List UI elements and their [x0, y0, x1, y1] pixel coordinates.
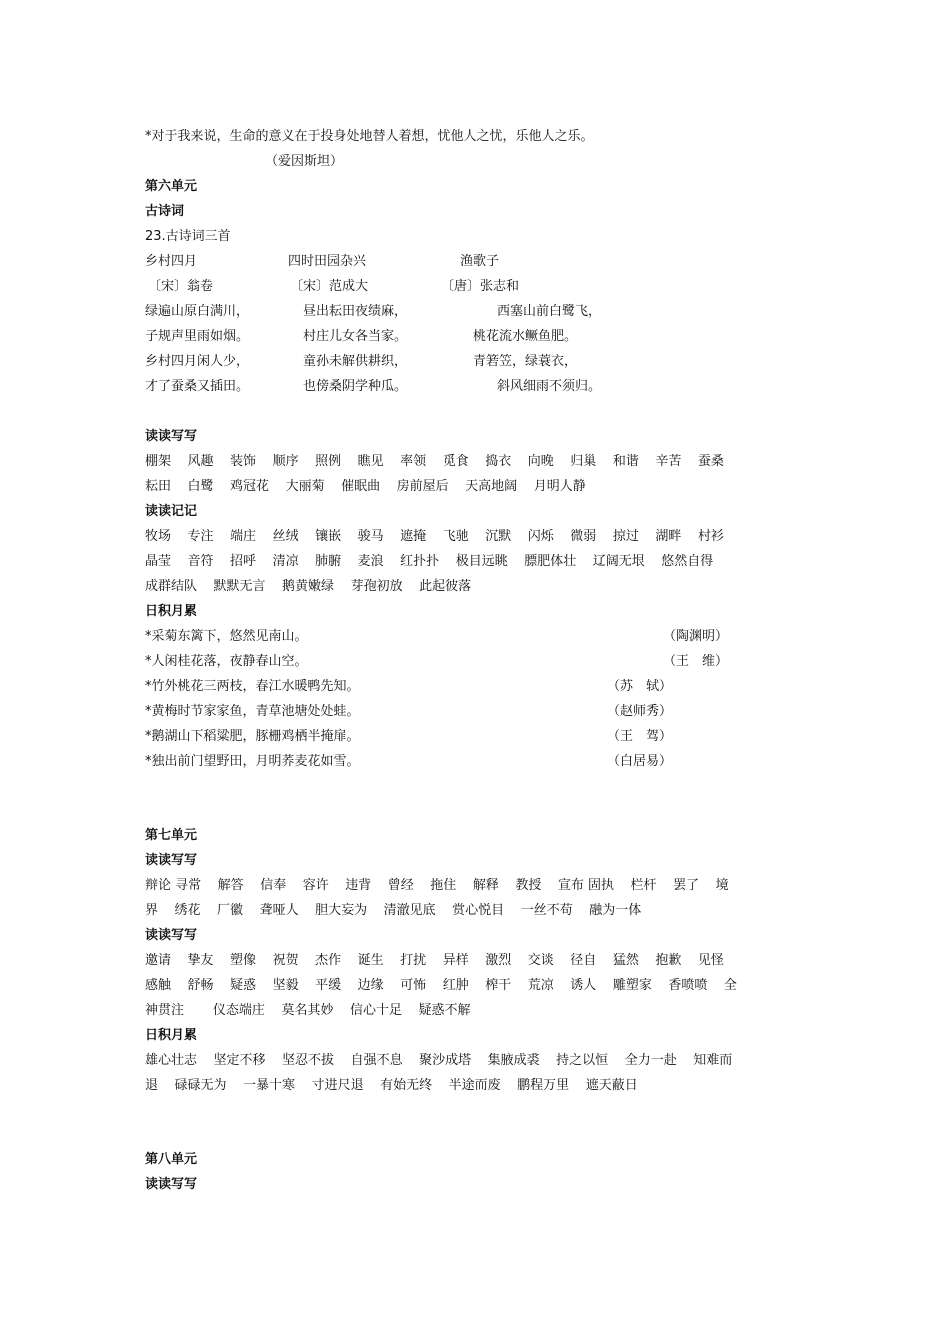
riji-verse: *鹅湖山下稻粱肥，豚栅鸡栖半掩扉。: [145, 729, 360, 744]
word-line: 感触 舒畅 疑惑 坚毅 平缓 边缘 可怖 红肿 榨干 荒凉 诱人 雕塑家 香喷喷 全: [145, 978, 737, 993]
word-line: 雄心壮志 坚定不移 坚忍不拔 自强不息 聚沙成塔 集腋成裘 持之以恒 全力一赴 知难而: [145, 1053, 733, 1068]
unit7-sec3-heading: 日积月累: [145, 1028, 198, 1043]
poem1-line: 乡村四月闲人少，: [145, 354, 250, 369]
unit6-riji-heading: 日积月累: [145, 604, 198, 619]
unit7-sec2-heading: 读读写写: [145, 928, 198, 943]
unit8-title: 第八单元: [145, 1152, 198, 1167]
word-line: 邀请 挚友 塑像 祝贺 杰作 诞生 打扰 异样 激烈 交谈 径自 猛然 抱歉 见怪: [145, 953, 724, 968]
unit7-sec1-heading: 读读写写: [145, 853, 198, 868]
riji-author: （白居易）: [607, 754, 673, 769]
unit6-title: 第六单元: [145, 179, 198, 194]
riji-verse: *独出前门望野田，月明荞麦花如雪。: [145, 754, 360, 769]
poem3-line: 桃花流水鳜鱼肥。: [473, 329, 578, 344]
poem-author-2: 〔宋〕范成大: [290, 279, 369, 294]
riji-author: （王 维）: [663, 654, 729, 669]
poem2-line: 昼出耘田夜绩麻，: [303, 304, 408, 319]
poem1-line: 绿遍山原白满川，: [145, 304, 250, 319]
unit6-dudu-jiji-heading: 读读记记: [145, 504, 198, 519]
word-line: 神贯注 仪态端庄 莫名其妙 信心十足 疑惑不解: [145, 1003, 471, 1018]
word-line: 成群结队 默默无言 鹅黄嫩绿 芽孢初放 此起彼落: [145, 579, 472, 594]
word-line: 棚架 风趣 装饰 顺序 照例 瞧见 率领 觅食 捣衣 向晚 归巢 和谐 辛苦 蚕桑: [145, 454, 724, 469]
riji-author: （赵师秀）: [607, 704, 673, 719]
poem-author-1: 〔宋〕翁卷: [148, 279, 214, 294]
riji-author: （苏 轼）: [607, 679, 673, 694]
word-line: 耘田 白鹭 鸡冠花 大丽菊 催眠曲 房前屋后 天高地阔 月明人静: [145, 479, 586, 494]
poem2-line: 也傍桑阴学种瓜。: [303, 379, 408, 394]
riji-verse: *竹外桃花三两枝，春江水暖鸭先知。: [145, 679, 360, 694]
unit6-dudu-xiexie-heading: 读读写写: [145, 429, 198, 444]
einstein-author: （爱因斯坦）: [265, 154, 344, 169]
poem-title-1: 乡村四月: [145, 254, 198, 269]
unit7-title: 第七单元: [145, 828, 198, 843]
lesson-title: 23.古诗词三首: [145, 229, 231, 244]
poem3-line: 青箬笠，绿蓑衣，: [473, 354, 578, 369]
poem-title-2: 四时田园杂兴: [288, 254, 367, 269]
word-line: 牧场 专注 端庄 丝绒 镶嵌 骏马 遮掩 飞驰 沉默 闪烁 微弱 掠过 湖畔 村衫: [145, 529, 724, 544]
unit6-subtitle: 古诗词: [145, 204, 185, 219]
poem1-line: 才了蚕桑又插田。: [145, 379, 250, 394]
poem3-line: 斜风细雨不须归。: [497, 379, 602, 394]
poem-title-3: 渔歌子: [460, 254, 500, 269]
unit8-sec1-heading: 读读写写: [145, 1177, 198, 1192]
word-line: 退 碌碌无为 一暴十寒 寸进尺退 有始无终 半途而废 鹏程万里 遮天蔽日: [145, 1078, 638, 1093]
riji-author: （王 驾）: [607, 729, 673, 744]
poem2-line: 童孙未解供耕织，: [303, 354, 408, 369]
word-line: 辩论 寻常 解答 信奉 容许 违背 曾经 拖住 解释 教授 宣布 固执 栏杆 罢了 境: [145, 878, 729, 893]
einstein-quote: *对于我来说，生命的意义在于投身处地替人着想，忧他人之忧，乐他人之乐。: [145, 129, 594, 144]
poem-author-3: 〔唐〕张志和: [441, 279, 520, 294]
poem3-line: 西塞山前白鹭飞，: [497, 304, 602, 319]
riji-verse: *黄梅时节家家鱼，青草池塘处处蛙。: [145, 704, 360, 719]
riji-author: （陶渊明）: [663, 629, 729, 644]
riji-verse: *采菊东篱下，悠然见南山。: [145, 629, 308, 644]
word-line: 晶莹 音符 招呼 清凉 肺腑 麦浪 红扑扑 极目远眺 膘肥体壮 辽阔无垠 悠然自得: [145, 554, 714, 569]
word-line: 界 绣花 厂徽 聋哑人 胆大妄为 清澈见底 赏心悦目 一丝不苟 融为一体: [145, 903, 642, 918]
poem2-line: 村庄儿女各当家。: [303, 329, 408, 344]
poem1-line: 子规声里雨如烟。: [145, 329, 250, 344]
riji-verse: *人闲桂花落，夜静春山空。: [145, 654, 308, 669]
